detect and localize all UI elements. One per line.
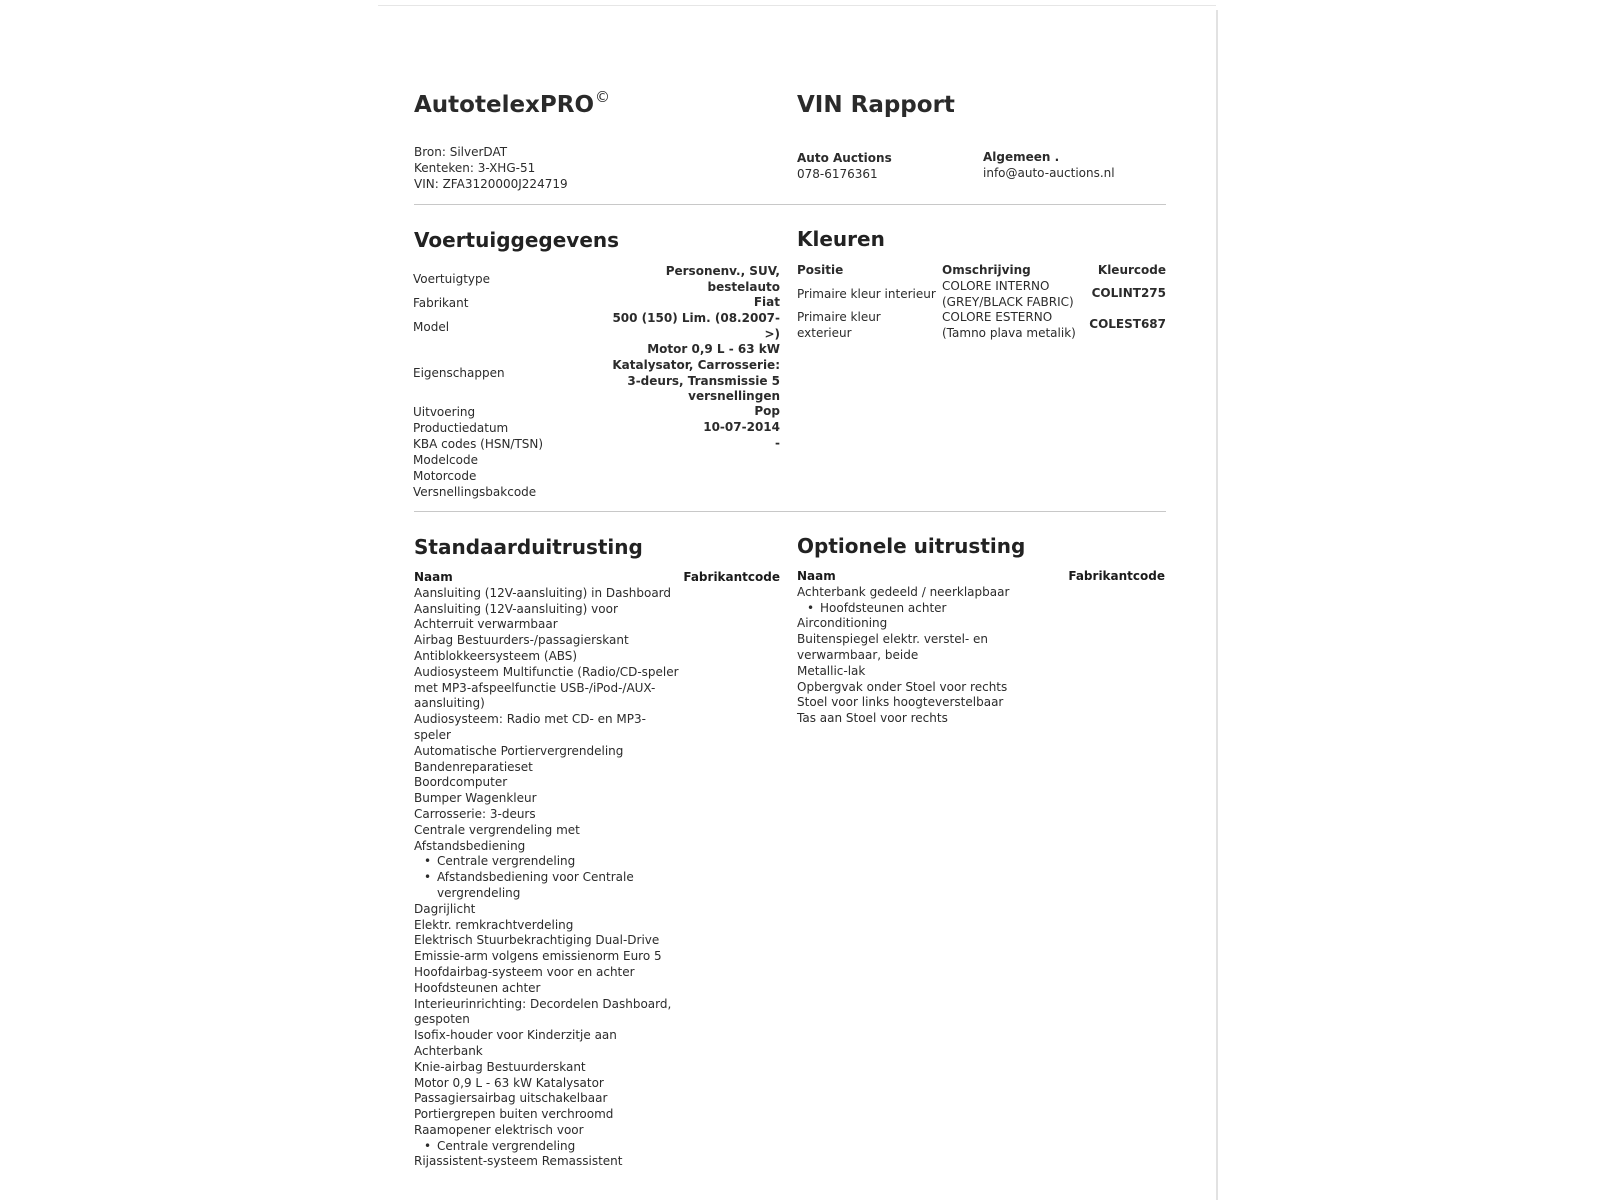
vehicle-label-manufacturer: Fabrikant — [413, 296, 469, 310]
standard-item: Antiblokkeersysteem (ABS) — [414, 648, 578, 663]
vehicle-value-properties: Motor 0,9 L - 63 kW Katalysator, Carrosserie: 3-deurs, Transmissie 5 versnellingen — [612, 342, 780, 404]
vehicle-value-type: Personenv., SUV, bestelauto — [665, 264, 780, 294]
vehicle-value-model: 500 (150) Lim. (08.2007->) — [612, 311, 780, 341]
color-row-interior-position: Primaire kleur interieur — [797, 287, 936, 301]
color-row-exterior-description: COLORE ESTERNO (Tamno plava metalik) — [942, 310, 1076, 340]
standard-item: Elektr. remkrachtverdeling — [414, 917, 574, 932]
standard-col-name: Naam — [414, 570, 453, 584]
brand-title — [414, 88, 784, 118]
vehicle-label-production-date: Productiedatum — [413, 421, 509, 435]
colors-header-position: Positie — [797, 263, 844, 277]
standard-item: Dagrijlicht — [414, 901, 476, 916]
brand-block — [414, 88, 784, 118]
company-info — [797, 151, 987, 183]
vehicle-label-properties: Eigenschappen — [413, 366, 505, 380]
optional-table — [797, 569, 1165, 727]
standard-item: Rijassistent-systeem Remassistent — [414, 1154, 623, 1169]
general-email: info@auto-auctions.nl — [983, 165, 1115, 180]
company-name: Auto Auctions — [797, 151, 892, 165]
standard-item: Passagiersairbag uitschakelbaar — [414, 1091, 608, 1106]
standard-item: Hoofdairbag-systeem voor en achter — [414, 964, 635, 979]
colors-header-code: Kleurcode — [1097, 263, 1166, 277]
standard-item: Emissie-arm volgens emissienorm Euro 5 — [414, 949, 662, 964]
standard-item: Automatische Portiervergrendeling — [414, 743, 624, 758]
standard-subitem: • Centrale vergrendeling — [414, 854, 682, 870]
standard-table — [414, 570, 780, 1170]
color-row-interior-description: COLORE INTERNO (GREY/BLACK FABRIC) — [942, 279, 1074, 309]
vehicle-label-type: Voertuigtype — [413, 272, 491, 286]
plate-line: Kenteken: 3-XHG-51 — [414, 160, 536, 175]
vehicle-title: Voertuiggegevens — [414, 228, 620, 252]
vehicle-label-modelcode: Modelcode — [413, 453, 478, 467]
standard-subitem: • Centrale vergrendeling — [414, 1139, 682, 1155]
optional-item: Achterbank gedeeld / neerklapbaar — [797, 584, 1010, 599]
optional-item: Metallic-lak — [797, 663, 866, 678]
vehicle-label-enginecode: Motorcode — [413, 469, 477, 483]
standard-section — [414, 535, 784, 559]
standard-item: Raamopener elektrisch voor — [414, 1122, 584, 1137]
general-label: Algemeen . — [983, 150, 1060, 164]
standard-item: Airbag Bestuurders-/passagierskant — [414, 633, 629, 648]
vehicle-label-kba: KBA codes (HSN/TSN) — [413, 437, 544, 451]
optional-title: Optionele uitrusting — [797, 534, 1026, 558]
standard-item: Aansluiting (12V-aansluiting) voor — [414, 601, 618, 616]
optional-item: Opbergvak onder Stoel voor rechts — [797, 679, 1008, 694]
standard-item: Aansluiting (12V-aansluiting) in Dashboard — [414, 585, 672, 600]
optional-section — [797, 534, 1167, 558]
standard-item: Audiosysteem: Radio met CD- en MP3-speler — [414, 712, 646, 742]
color-row-exterior-code: COLEST687 — [1089, 317, 1166, 331]
optional-list — [797, 585, 1165, 727]
optional-col-code: Fabrikantcode — [1068, 569, 1165, 583]
divider-top — [414, 204, 1166, 205]
standard-item: Knie-airbag Bestuurderskant — [414, 1059, 586, 1074]
optional-item: Airconditioning — [797, 616, 888, 631]
general-info — [983, 150, 1173, 182]
color-row-interior-code: COLINT275 — [1091, 286, 1166, 300]
standard-item: Centrale vergrendeling met Afstandsbediening — [414, 822, 580, 853]
standard-table-header — [414, 570, 780, 586]
standard-item: Portiergrepen buiten verchroomd — [414, 1107, 614, 1122]
page-edge-top — [378, 5, 1216, 6]
standard-item: Elektrisch Stuurbekrachtiging Dual-Drive — [414, 933, 660, 948]
vin-line: VIN: ZFA3120000J224719 — [414, 176, 568, 191]
copyright-mark: © — [595, 88, 611, 106]
page-edge-right — [1216, 10, 1218, 1200]
standard-item: Audiosysteem Multifunctie (Radio/CD-speler met MP3-afspeelfunctie USB-/iPod-/AUX-aansluiting) — [414, 664, 679, 711]
divider-middle — [414, 511, 1166, 512]
vehicle-value-trim: Pop — [754, 404, 780, 418]
optional-item: Stoel voor links hoogteverstelbaar — [797, 695, 1004, 710]
vehicle-label-trim: Uitvoering — [413, 405, 476, 419]
brand-name: AutotelexPRO — [414, 92, 595, 118]
company-phone: 078-6176361 — [797, 166, 878, 181]
optional-subitem: • Hoofdsteunen achter — [797, 601, 1065, 617]
report-title-block — [797, 92, 1167, 118]
standard-subitem: • Afstandsbediening voor Centrale vergrendeling — [414, 870, 682, 902]
optional-item: Tas aan Stoel voor rechts — [797, 711, 948, 726]
vehicle-label-gearboxcode: Versnellingsbakcode — [413, 485, 537, 499]
source-info — [414, 145, 784, 192]
colors-section — [797, 227, 1167, 251]
color-row-exterior-position: Primaire kleur exterieur — [797, 310, 881, 340]
standard-item: Bandenreparatieset — [414, 759, 533, 774]
vehicle-value-kba: - — [775, 436, 780, 450]
optional-table-header — [797, 569, 1165, 585]
standard-title: Standaarduitrusting — [414, 535, 643, 559]
vehicle-section — [414, 228, 784, 252]
report-title: VIN Rapport — [797, 92, 955, 118]
source-line: Bron: SilverDAT — [414, 145, 508, 159]
standard-item: Hoofdsteunen achter — [414, 980, 541, 995]
vehicle-value-production-date: 10-07-2014 — [703, 420, 780, 434]
standard-item: Isofix-houder voor Kinderzitje aan Achterbank — [414, 1028, 617, 1058]
standard-item: Interieurinrichting: Decordelen Dashboard, gespoten — [414, 996, 672, 1027]
standard-item: Carrosserie: 3-deurs — [414, 806, 536, 821]
standard-item: Achterruit verwarmbaar — [414, 617, 558, 632]
optional-col-name: Naam — [797, 569, 836, 583]
optional-item: Buitenspiegel elektr. verstel- en verwarmbaar, beide — [797, 632, 989, 662]
colors-header-description: Omschrijving — [942, 263, 1031, 277]
standard-list — [414, 586, 780, 1170]
standard-item: Bumper Wagenkleur — [414, 791, 537, 806]
colors-title: Kleuren — [797, 227, 885, 251]
standard-col-code: Fabrikantcode — [683, 570, 780, 584]
vehicle-label-model: Model — [413, 320, 450, 334]
standard-item: Motor 0,9 L - 63 kW Katalysator — [414, 1075, 604, 1090]
standard-item: Boordcomputer — [414, 775, 508, 790]
vehicle-value-manufacturer: Fiat — [753, 295, 780, 309]
